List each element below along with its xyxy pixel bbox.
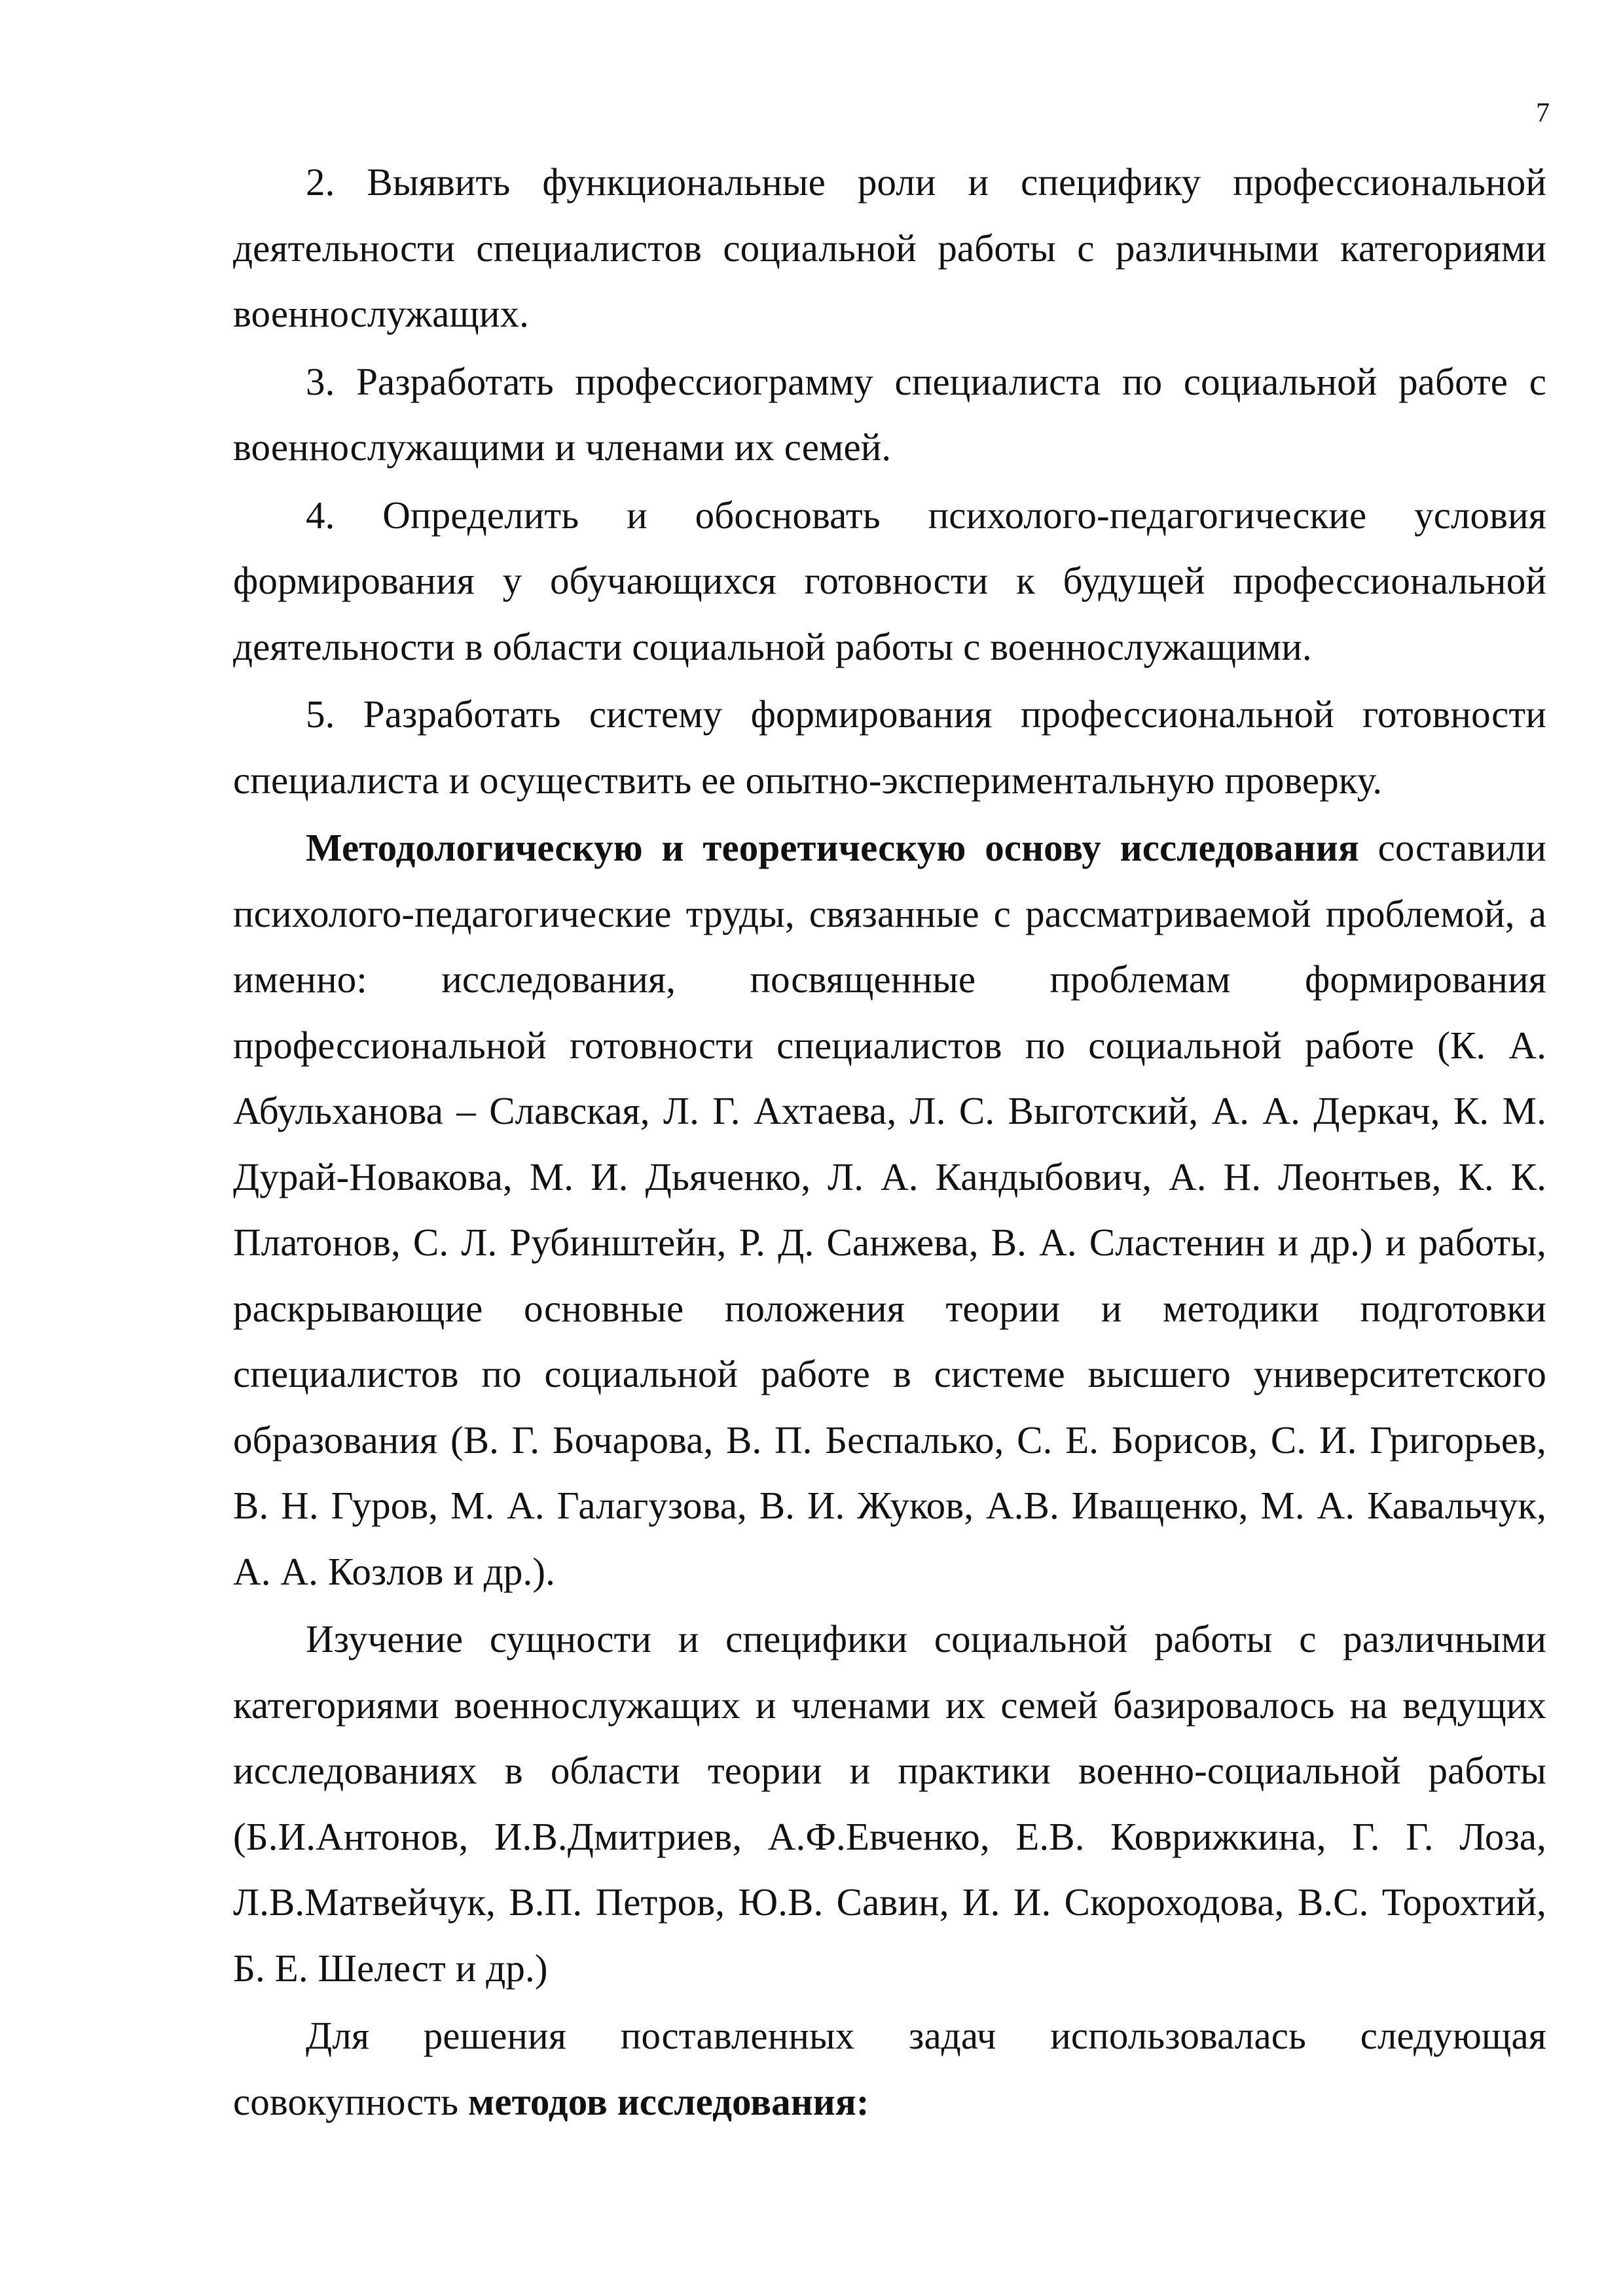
methods-paragraph <box>233 2003 1546 2134</box>
task-4-paragraph: 4. Определить и обосновать психолого-педагогические условия формирования у обучающихся готовности к будущей профессиональной деятельности в области социальной работы с военнослужащими. <box>233 493 1546 668</box>
task-2-paragraph: 2. Выявить функциональные роли и специфику профессиональной деятельности специалистов социальной работы с различными категориями военнослужащих. <box>233 160 1546 335</box>
page-number: 7 <box>1536 98 1550 128</box>
document-body <box>233 149 1546 2136</box>
task-5-paragraph: 5. Разработать систему формирования профессиональной готовности специалиста и осуществить ее опытно-экспериментальную проверку. <box>233 692 1546 802</box>
methods-text: Для решения поставленных задач использовалась следующая совокупность <box>233 2014 1546 2123</box>
methodology-text: составили психолого-педагогические труды, связанные с рассматриваемой проблемой, а именно: исследования, посвященные проблемам формирования профессиональной готовности специалистов по социальной работе (К. А. Абульханова – Славская, Л. Г. Ахтаева, Л. С. Выготский, А. А. Деркач, К. М. Дурай-Новакова, М. И. Дьяченко, Л. А. Кандыбович, А. Н. Леонтьев, К. К. Платонов, С. Л. Рубинштейн, Р. Д. Санжева, В. А. Сластенин и др.) и работы, раскрывающие основные положения теории и методики подготовки специалистов по социальной работе в системе высшего университетского образования (В. Г. Бочарова, В. П. Беспалько, С. Е. Борисов, С. И. Григорьев, В. Н. Гуров, М. А. Галагузова, В. И. Жуков, А.В. Иващенко, М. А. Кавальчук, А. А. Козлов и др.). <box>233 826 1547 1593</box>
task-3-paragraph: 3. Разработать профессиограмму специалиста по социальной работе с военнослужащими и членами их семей. <box>233 359 1546 469</box>
methodology-paragraph <box>233 815 1546 1604</box>
methodology-bold-lead: Методологическую и теоретическую основу исследования <box>306 826 1359 869</box>
study-paragraph: Изучение сущности и специфики социальной работы с различными категориями военнослужащих и членами их семей базировалось на ведущих исследованиях в области теории и практики военно-социальной работы (Б.И.Антонов, И.В.Дмитриев, А.Ф.Евченко, Е.В. Коврижкина, Г. Г. Лоза, Л.В.Матвейчук, В.П. Петров, Ю.В. Савин, И. И. Скороходова, В.С. Торохтий, Б. Е. Шелест и др.) <box>233 1617 1546 1990</box>
methods-bold-tail: методов исследования: <box>468 2079 869 2123</box>
